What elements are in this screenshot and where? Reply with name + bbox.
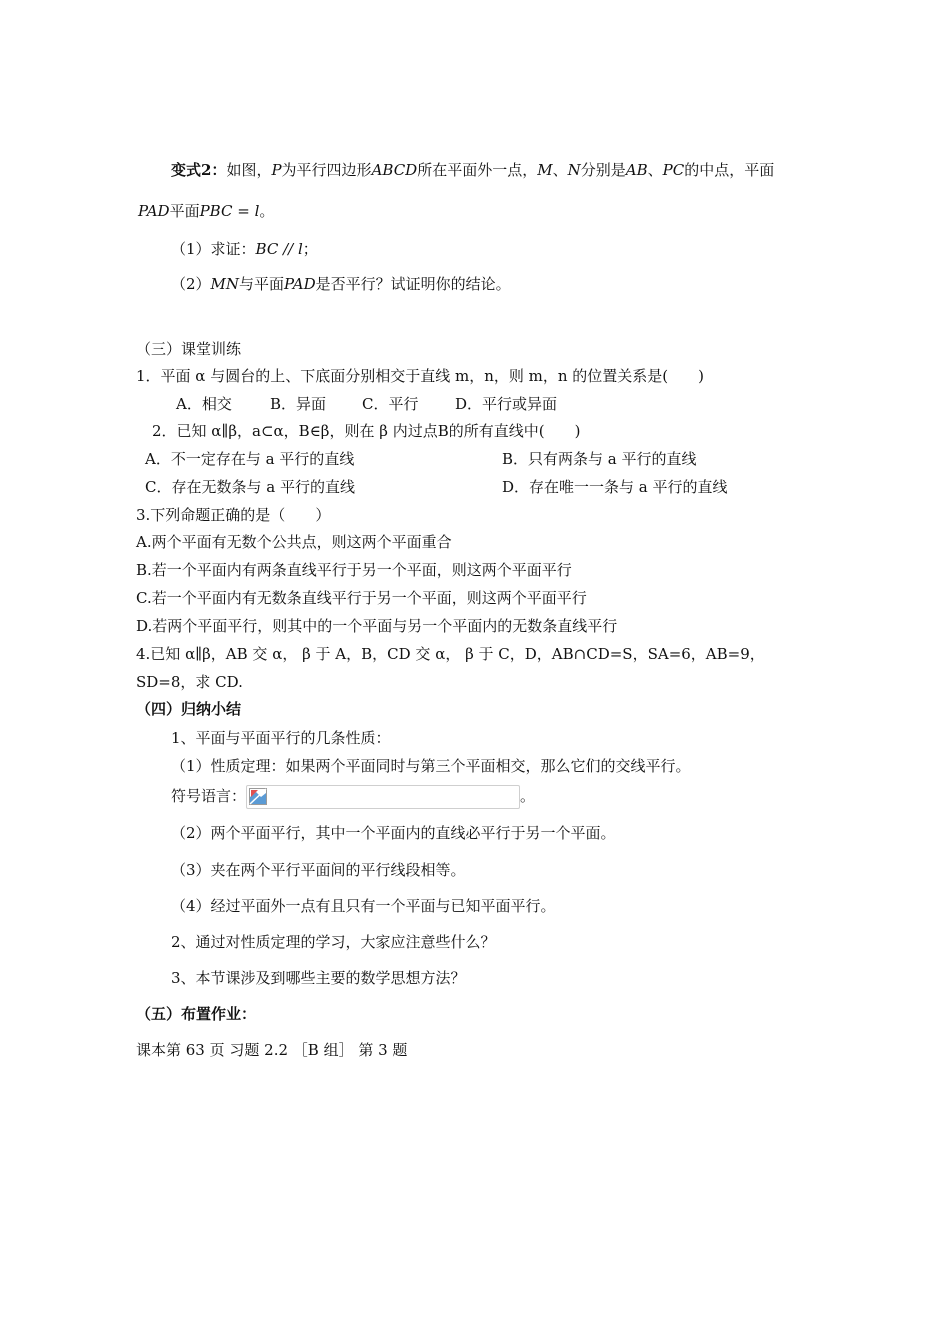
section3-heading: （三）课堂训练 <box>136 340 242 358</box>
q3-option-a: A.两个平面有无数个公共点，则这两个平面重合 <box>136 533 452 551</box>
text: 、 <box>647 161 663 179</box>
q3-option-b: B.若一个平面内有两条直线平行于另一个平面，则这两个平面平行 <box>136 561 572 579</box>
question-4-line1: 4.已知 α∥β，AB 交 α， β 于 A，B，CD 交 α， β 于 C，D，AB∩CD=S，SA=6，AB=9， <box>136 645 765 663</box>
text: 与平面 <box>239 275 285 293</box>
broken-image-placeholder <box>246 785 520 809</box>
q1-option-b: B．异面 <box>270 395 327 413</box>
q3-option-c: C.若一个平面内有无数条直线平行于另一个平面，则这两个平面平行 <box>136 589 587 607</box>
math: MN <box>210 275 240 293</box>
math: PC <box>662 161 685 179</box>
text: （1）求证： <box>171 240 256 258</box>
variant2-q1 <box>171 239 318 259</box>
math: AB <box>625 161 648 179</box>
summary-p1: （1）性质定理：如果两个平面同时与第三个平面相交，那么它们的交线平行。 <box>171 757 691 775</box>
text: （2） <box>171 275 211 293</box>
text: 如图， <box>226 161 272 179</box>
variant2-line2 <box>138 201 274 221</box>
question-3: 3.下列命题正确的是（ ） <box>136 506 331 524</box>
summary-p3: （3）夹在两个平行平面间的平行线段相等。 <box>171 861 466 879</box>
summary-item-1: 1、平面与平面平行的几条性质： <box>171 729 391 747</box>
section4-heading: （四）归纳小结 <box>136 700 242 718</box>
math: N <box>567 161 581 179</box>
variant2-q2 <box>171 274 511 294</box>
text: 。 <box>520 787 536 805</box>
homework-text: 课本第 63 页 习题 2.2 ［B 组］ 第 3 题 <box>136 1041 408 1059</box>
text: 所在平面外一点， <box>417 161 538 179</box>
math: BC // l <box>255 240 303 258</box>
summary-p4: （4）经过平面外一点有且只有一个平面与已知平面平行。 <box>171 897 556 915</box>
text: 平面 <box>169 202 200 220</box>
symbol-language-line <box>171 785 535 809</box>
q1-option-a: A．相交 <box>176 395 232 413</box>
math: PBC = l <box>199 202 260 220</box>
summary-p2: （2）两个平面平行，其中一个平面内的直线必平行于另一个平面。 <box>171 824 616 842</box>
question-1: 1．平面 α 与圆台的上、下底面分别相交于直线 m，n，则 m，n 的位置关系是( ) <box>136 367 704 385</box>
q2-option-a: A．不一定存在与 a 平行的直线 <box>145 450 355 468</box>
variant2-line1 <box>171 160 774 180</box>
math: P <box>271 161 282 179</box>
question-4-line2: SD=8，求 CD. <box>136 673 243 691</box>
math: PAD <box>284 275 316 293</box>
text: 、 <box>552 161 568 179</box>
text: 的中点，平面 <box>684 161 775 179</box>
summary-item-2: 2、通过对性质定理的学习，大家应注意些什么？ <box>171 933 496 951</box>
q1-option-d: D．平行或异面 <box>455 395 558 413</box>
q2-option-b: B．只有两条与 a 平行的直线 <box>502 450 697 468</box>
text: 为平行四边形 <box>281 161 372 179</box>
section5-heading: （五）布置作业： <box>136 1005 257 1023</box>
question-2: 2．已知 α∥β，a⊂α，B∈β，则在 β 内过点B的所有直线中( ) <box>152 422 581 440</box>
math: ABCD <box>371 161 418 179</box>
summary-item-3: 3、本节课涉及到哪些主要的数学思想方法？ <box>171 969 466 987</box>
text: 是否平行？试证明你的结论。 <box>315 275 511 293</box>
text: ； <box>302 240 318 258</box>
text: 分别是 <box>580 161 626 179</box>
variant2-label: 变式2： <box>171 161 227 179</box>
q2-option-d: D．存在唯一一条与 a 平行的直线 <box>502 478 728 496</box>
text: 。 <box>259 202 275 220</box>
q1-option-c: C．平行 <box>362 395 419 413</box>
math: PAD <box>138 202 170 220</box>
q3-option-d: D.若两个平面平行，则其中的一个平面与另一个平面内的无数条直线平行 <box>136 617 618 635</box>
q2-option-c: C．存在无数条与 a 平行的直线 <box>145 478 355 496</box>
math: M <box>537 161 553 179</box>
symbol-language-label: 符号语言： <box>171 787 247 805</box>
broken-image-icon <box>249 788 269 806</box>
